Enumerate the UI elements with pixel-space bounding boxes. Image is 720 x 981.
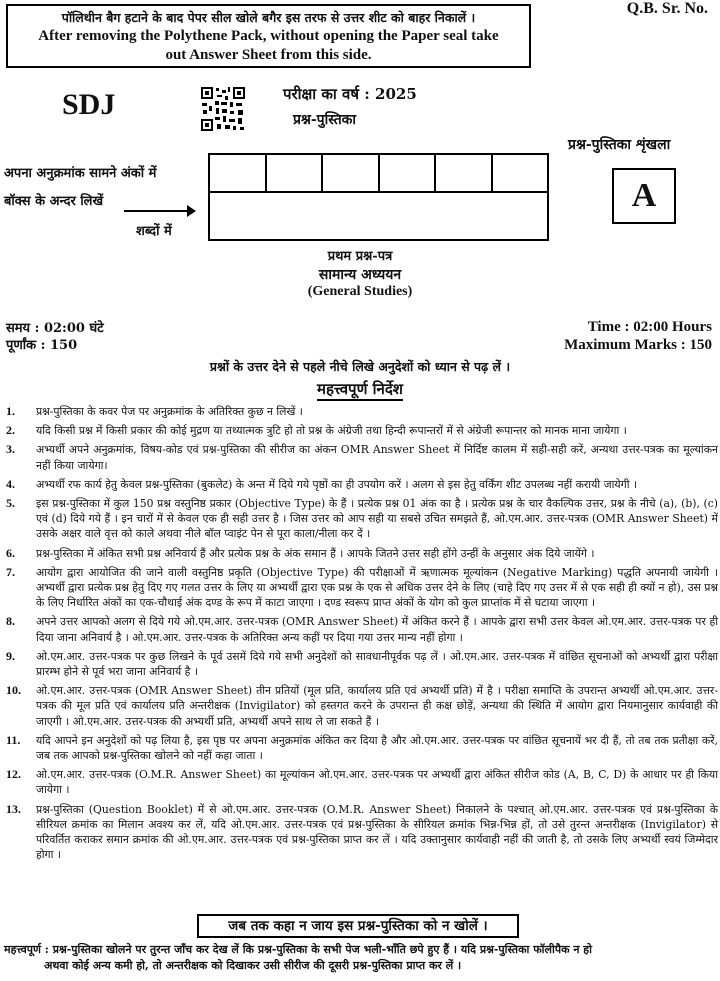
instructions-heading bbox=[0, 379, 720, 399]
roll-digit-row bbox=[210, 155, 547, 193]
instruction-item bbox=[6, 477, 718, 492]
instruction-number: 1. bbox=[6, 404, 15, 418]
instruction-item bbox=[6, 404, 718, 419]
time-english: Time : 02:00 Hours bbox=[587, 319, 712, 335]
instruction-number: 11. bbox=[6, 732, 21, 747]
instruction-item bbox=[6, 565, 718, 611]
booklet-title: प्रश्न-पुस्तिका bbox=[293, 112, 357, 128]
instruction-number: 9. bbox=[6, 648, 15, 663]
read-instructions-note: प्रश्नों के उत्तर देने से पहले नीचे लिखे अनुदेशों को ध्यान से पढ़ लें । bbox=[209, 359, 511, 374]
instruction-item bbox=[6, 423, 718, 438]
instruction-number: 10. bbox=[6, 683, 21, 698]
instruction-text: ओ.एम.आर. उत्तर-पत्रक (OMR Answer Sheet) तीन प्रतियों (मूल प्रति, कार्यालय प्रति एवं अभ्यर्थी प्रति) में है । परीक्षा समाप्ति के उपरान्त अभ्यर्थी ओ.एम.आर. उत्तर-पत्रक की मूल प्रति एवं कार्यालय प्रति अन्तरीक्षक (Invigilator) को हस्तगत करने के उपरान्त ही कक्ष छोड़ें, अन्यथा की स्थिति में आयोग द्वारा नियमानुसार कार्यवाही की जाएगी । ओ.एम.आर. उत्तर-पत्रक की अभ्यर्थी प्रति, अभ्यर्थी अपने साथ ले जा सकते हैं । bbox=[36, 684, 718, 728]
instruction-text: आयोग द्वारा आयोजित की जाने वाली वस्तुनिष्ठ प्रकृति (Objective Type) की परीक्षाओं में ऋणात्मक मूल्यांकन (Negative Marking) पद्धति अपनायी जायेगी । अभ्यर्थी द्वारा प्रत्येक प्रश्न हेतु दिए गए गलत उत्तर के लिए या अभ्यर्थी द्वारा एक प्रश्न के एक से अधिक उत्तर देने के लिए (चाहे दिए गए उत्तर में से एक सही ही क्यों न हो), उस प्रश्न के लिए निर्धारित अंकों का एक-चौथाई अंक दण्ड के रूप में काटा जाएगा । दण्ड स्वरूप प्राप्त अंकों के योग को कुल प्राप्तांक में से घटाया जाएगा । bbox=[36, 565, 718, 610]
top-notice-box bbox=[6, 4, 531, 68]
instruction-number: 5. bbox=[6, 496, 15, 511]
time-marks-english bbox=[564, 318, 712, 354]
instruction-number: 8. bbox=[6, 614, 15, 629]
roll-digit-box[interactable] bbox=[436, 155, 493, 191]
important-footer bbox=[4, 942, 716, 974]
instruction-number: 12. bbox=[6, 767, 21, 782]
qr-code-icon bbox=[200, 86, 246, 132]
roll-words-field[interactable] bbox=[210, 193, 547, 241]
instruction-text: अभ्यर्थी अपने अनुक्रमांक, विषय-कोड एवं प्रश्न-पुस्तिका की सीरीज का अंकन OMR Answer Sheet में निर्दिष्ट कालम में सही-सही करें, अन्यथा उत्तर-पत्रक का मूल्यांकन नहीं किया जायेगा। bbox=[36, 443, 718, 472]
footer-line-2: अथवा कोई अन्य कमी हो, तो अन्तरीक्षक को दिखाकर उसी सीरीज की दूसरी प्रश्न-पुस्तिका प्राप्त कर लें । bbox=[44, 959, 462, 972]
instruction-number: 4. bbox=[6, 476, 15, 491]
instruction-text: प्रश्न-पुस्तिका (Question Booklet) में से ओ.एम.आर. उत्तर-पत्रक (O.M.R. Answer Sheet) निकालने के पश्चात् ओ.एम.आर. उत्तर-पत्रक एवं प्रश्न-पुस्तिका के सीरियल क्रमांक का मिलान अवश्य कर लें, यदि ओ.एम.आर. उत्तर-पत्रक एवं प्रश्न-पुस्तिका के सीरियल क्रमांक भिन्न-भिन्न हों, तो उसे तुरन्त अन्तरीक्षक (Invigilator) से परिवर्तित कराकर समान क्रमांक की ओ.एम.आर. उत्तर-पत्रक एवं प्रश्न-पुस्तिका प्राप्त कर लें । यदि उक्तानुसार कार्यवाही नहीं की जाती है, तो उसके लिए अभ्यर्थी स्वयं जिम्मेदार होगा । bbox=[36, 802, 718, 862]
roll-digit-box[interactable] bbox=[323, 155, 380, 191]
instruction-text: प्रश्न-पुस्तिका के कवर पेज पर अनुक्रमांक के अतिरिक्त कुछ न लिखें । bbox=[36, 405, 303, 418]
instruction-text: अपने उत्तर आपको अलग से दिये गये ओ.एम.आर. उत्तर-पत्रक (OMR Answer Sheet) में अंकित करने हैं । आपके द्वारा सभी उत्तर केवल ओ.एम.आर. उत्तर-पत्रक पर ही दिया जाना अनिवार्य है । ओ.एम.आर. उत्तर-पत्रक के अतिरिक्त अन्य कहीं पर दिया गया उत्तर मान्य नहीं होगा । bbox=[36, 615, 718, 644]
instruction-item bbox=[6, 496, 718, 542]
roll-digit-box[interactable] bbox=[267, 155, 324, 191]
instruction-number: 3. bbox=[6, 442, 15, 457]
instruction-item bbox=[6, 546, 718, 561]
qb-serial-label: Q.B. Sr. No. bbox=[626, 0, 708, 17]
roll-number-grid[interactable] bbox=[208, 153, 549, 241]
instruction-number: 13. bbox=[6, 801, 21, 816]
instruction-number: 6. bbox=[6, 545, 15, 560]
instruction-number: 2. bbox=[6, 423, 15, 438]
instruction-text: प्रश्न-पुस्तिका में अंकित सभी प्रश्न अनिवार्य हैं और प्रत्येक प्रश्न के अंक समान हैं । आपके जितने उत्तर सही होंगे उन्हीं के अनुसार अंक दिये जायेंगे । bbox=[36, 546, 595, 560]
roll-digit-box[interactable] bbox=[210, 155, 267, 191]
time-marks-hindi bbox=[6, 320, 104, 354]
instruction-item bbox=[6, 614, 718, 644]
roll-line-2: बॉक्स के अन्दर लिखें bbox=[4, 194, 104, 209]
top-notice-hindi: पॉलिथीन बैग हटाने के बाद पेपर सील खोले बगैर इस तरफ से उत्तर शीट को बाहर निकालें । bbox=[61, 10, 476, 25]
roll-digit-box[interactable] bbox=[380, 155, 437, 191]
series-box: A bbox=[612, 168, 676, 224]
instructions-heading-text: महत्त्वपूर्ण निर्देश bbox=[317, 380, 403, 401]
instruction-item bbox=[6, 767, 718, 797]
top-notice-english-1: After removing the Polythene Pack, without opening the Paper seal take bbox=[38, 28, 499, 44]
instruction-text: यदि किसी प्रश्न में किसी प्रकार की कोई मुद्रण या तथ्यात्मक त्रुटि हो तो प्रश्न के अंग्रेजी तथा हिन्दी रूपान्तरों में से अंग्रेजी रूपान्तर को मानक माना जायेगा । bbox=[36, 424, 627, 438]
instruction-item bbox=[6, 683, 718, 729]
instruction-text: इस प्रश्न-पुस्तिका में कुल 150 प्रश्न वस्तुनिष्ठ प्रकार (Objective Type) के हैं । प्रत्येक प्रश्न 01 अंक का है । प्रत्येक प्रश्न के चार वैकल्पिक उत्तर, प्रश्न के नीचे (a), (b), (c) एवं (d) दिये गये हैं । इन चारों में से केवल एक ही सही उत्तर है । जिस उत्तर को आप सही या सबसे उचित समझते हैं, ओ.एम.आर. उत्तर-पत्रक (OMR Answer Sheet) में उसके अक्षर वाले वृत्त को काले अथवा नीले बॉल प्वाइंट पेन से पूरा काला/नीला कर दें । bbox=[36, 497, 718, 541]
instruction-item bbox=[6, 442, 718, 472]
instruction-number: 7. bbox=[6, 564, 15, 579]
roll-words-label: शब्दों में bbox=[136, 224, 172, 239]
arrow-right-icon bbox=[124, 210, 194, 212]
paper-title: प्रथम प्रश्न-पत्र bbox=[327, 249, 393, 264]
time-hindi: समय : 02:00 घंटे bbox=[6, 321, 104, 336]
centre-code: SDJ bbox=[62, 88, 116, 121]
roll-instruction bbox=[4, 160, 156, 216]
paper-subject-hindi: सामान्य अध्ययन bbox=[318, 267, 402, 283]
instruction-text: यदि आपने इन अनुदेशों को पढ़ लिया है, इस पृष्ठ पर अपना अनुक्रमांक अंकित कर दिया है और ओ.एम.आर. उत्तर-पत्रक पर वांछित सूचनायें भर दी हैं, तो तब तक प्रतीक्षा करें, जब तक आपको प्रश्न-पुस्तिका खोलने को नहीं कहा जाता । bbox=[36, 733, 718, 763]
do-not-open-banner: जब तक कहा न जाय इस प्रश्न-पुस्तिका को न खोलें । bbox=[197, 914, 519, 938]
series-label: प्रश्न-पुस्तिका शृंखला bbox=[568, 137, 671, 153]
instruction-text: ओ.एम.आर. उत्तर-पत्रक पर कुछ लिखने के पूर्व उसमें दिये गये सभी अनुदेशों को सावधानीपूर्वक पढ़ लें । ओ.एम.आर. उत्तर-पत्रक में वांछित सूचनाओं को अभ्यर्थी द्वारा परीक्षा प्रारम्भ होने से पूर्व भरा जाना अनिवार्य है । bbox=[36, 649, 718, 679]
instruction-item bbox=[6, 733, 718, 763]
instructions-list bbox=[6, 404, 718, 866]
roll-line-1: अपना अनुक्रमांक सामने अंकों में bbox=[4, 166, 157, 181]
marks-english: Maximum Marks : 150 bbox=[564, 337, 712, 353]
roll-digit-box[interactable] bbox=[493, 155, 548, 191]
exam-year: परीक्षा का वर्ष : 2025 bbox=[283, 85, 417, 103]
instruction-item bbox=[6, 649, 718, 679]
top-notice-english-2: out Answer Sheet from this side. bbox=[165, 47, 372, 63]
marks-hindi: पूर्णांक : 150 bbox=[6, 338, 78, 353]
instruction-text: ओ.एम.आर. उत्तर-पत्रक (O.M.R. Answer Sheet) का मूल्यांकन ओ.एम.आर. उत्तर-पत्रक पर अभ्यर्थी द्वारा अंकित सीरीज कोड (A, B, C, D) के आधार पर ही किया जायेगा । bbox=[36, 768, 718, 797]
instruction-item bbox=[6, 802, 718, 863]
footer-line-1: महत्त्वपूर्ण : प्रश्न-पुस्तिका खोलने पर तुरन्त जाँच कर देख लें कि प्रश्न-पुस्तिका के सभी पेज भली-भाँति छपे हुए हैं । यदि प्रश्न-पुस्तिका फॉलीपैक न हो bbox=[4, 943, 592, 956]
instruction-text: अभ्यर्थी रफ कार्य हेतु केवल प्रश्न-पुस्तिका (बुकलेट) के अन्त में दिये गये पृष्ठों का ही उपयोग करें । अलग से इस हेतु वर्किंग शीट उपलब्ध नहीं करायी जायेगी । bbox=[36, 477, 638, 491]
paper-subject-english: (General Studies) bbox=[307, 284, 413, 299]
